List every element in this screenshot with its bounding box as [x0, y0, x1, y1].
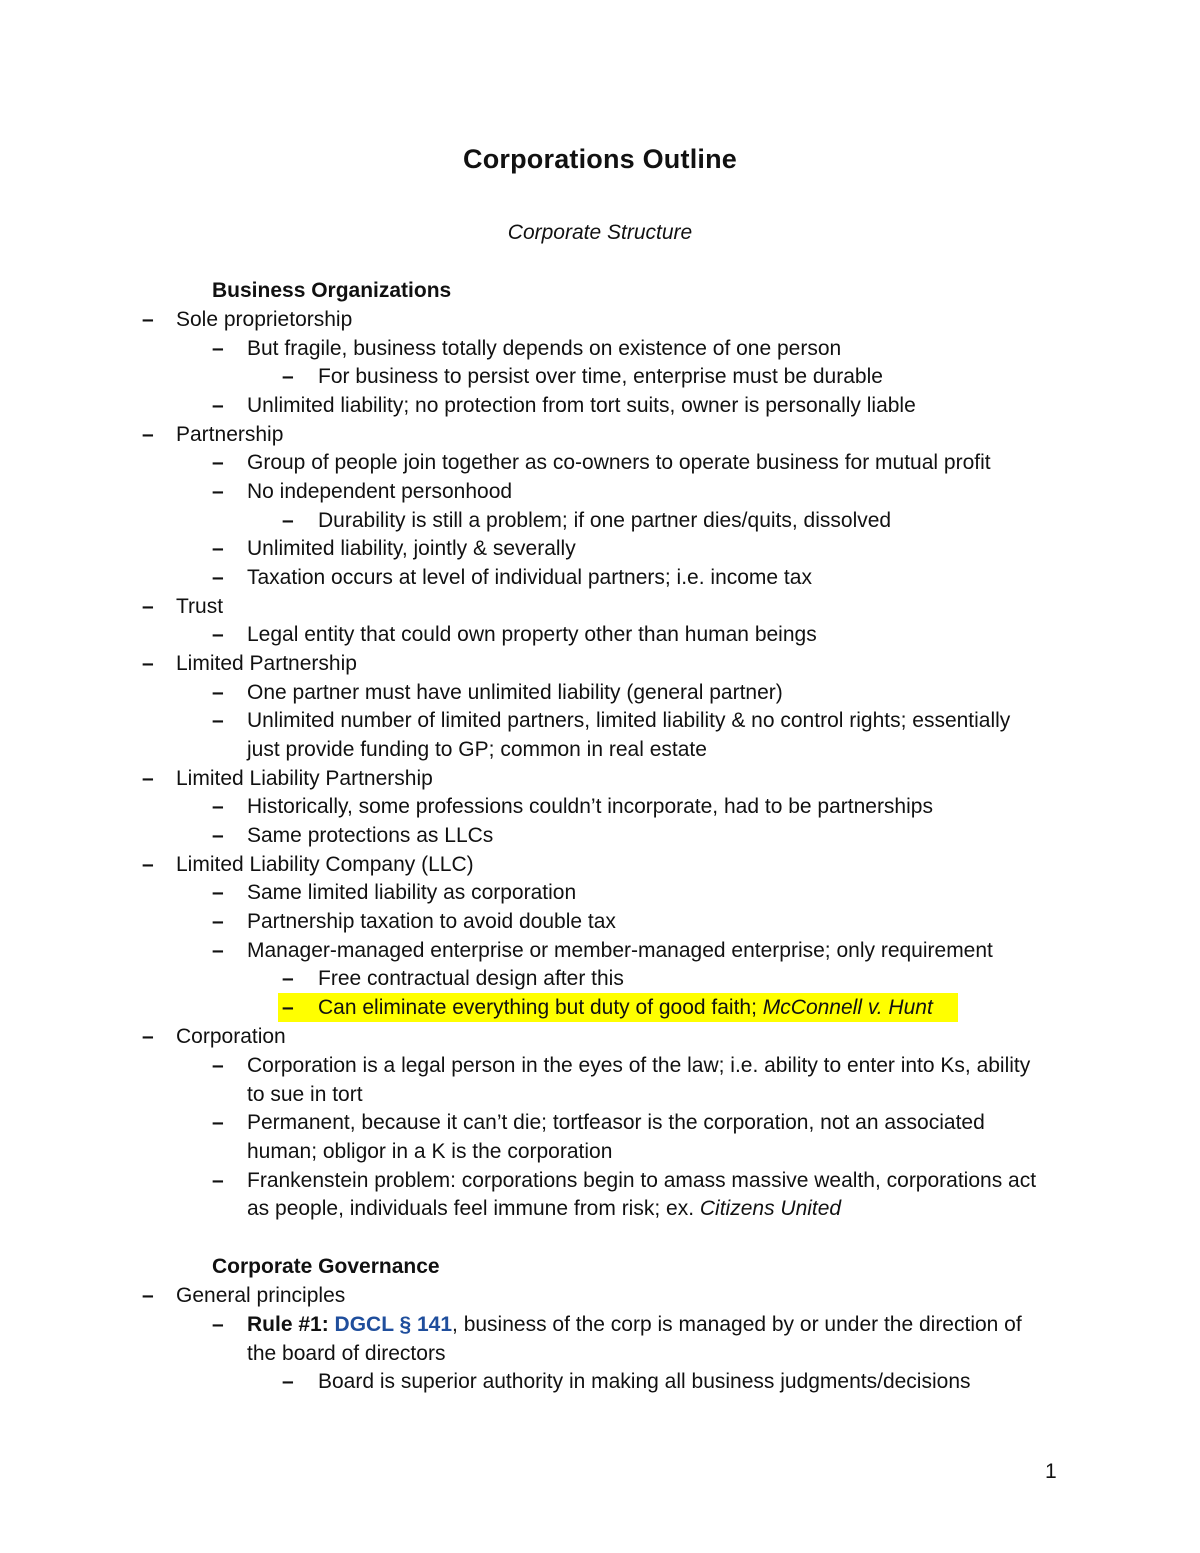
statute-citation: DGCL § 141 — [334, 1313, 453, 1336]
section-heading-business-organizations: Business Organizations — [212, 279, 452, 302]
highlighted-text: Can eliminate everything but duty of good faith; — [318, 996, 763, 1019]
document-title: Corporations Outline — [463, 144, 737, 174]
rule-label: Rule #1 — [247, 1313, 322, 1336]
case-citation: McConnell v. Hunt — [762, 996, 933, 1019]
section-heading-corporate-governance: Corporate Governance — [212, 1255, 440, 1278]
case-citation: Citizens United — [699, 1197, 842, 1220]
document-subtitle: Corporate Structure — [507, 221, 693, 244]
document-page: Corporations Outline Corporate Structure Business Organizations – Sole proprietorship – But fragile, business totally depends on existence of one person – For business to persist over time, enterprise must be durable – Unlimited liability; no protection from tort suits, owner is personally liable – Partnership – Group of people join together as co-owners to operate business for mutual profit – No independent personhood – Durability is still a problem; if one partner dies/quits, dissolved – Unlimited liability, jointly & severally – Taxation occurs at level of individual partners; i.e. income tax – Trust – Legal entity that could own property other than human beings – Limited Partnership – One partner must have unlimited liability (general partner) – Unlimited number of limited partners, limited liability & no control rights; essentially just provide funding to GP; common in real estate – Limited Liability Partnership – Historically, some professions couldn’t incorporate, had to be partnerships – Same protections as LLCs – Limited Liability Company (LLC) – Same limited liability as corporation – Partnership taxation to avoid double tax – Manager-managed enterprise or member-managed enterprise; only requirement – Free contractual design after this – Can eliminate everything but duty of good faith; McConnell v. Hunt – Corporation – Corporation is a legal person in the eyes of the law; i.e. ability to enter into Ks, ability to sue in tort – Permanent, because it can’t die; tortfeasor is the corporation, not an associated human; obligor in a K is the corporation – Frankenstein problem: corporations begin to amass massive wealth, corporations act as people, individuals feel immune from risk; ex. Citizens United Corporate Governance – General principles – Rule #1: DGCL § 141, business of the corp is managed by or under the direction of the board of directors – Board is superior authority in making all business judgments/decisions 1 — [0, 0, 1200, 1553]
page-number: 1 — [1045, 1460, 1057, 1483]
